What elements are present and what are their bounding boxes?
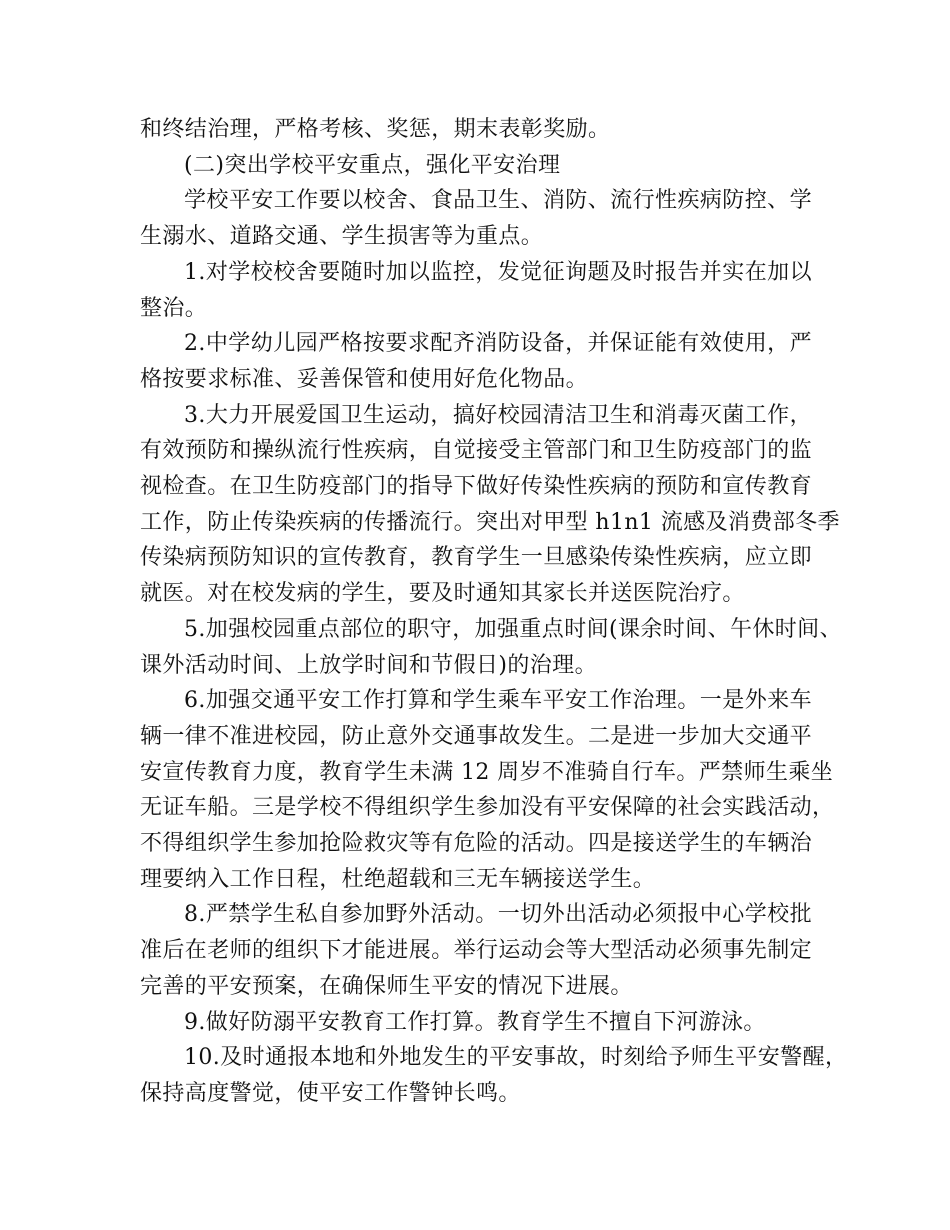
text-line: 完善的平安预案，在确保师生平安的情况下进展。 xyxy=(140,973,633,999)
text-line: 整治。 xyxy=(140,295,208,321)
text-line: 有效预防和操纵流行性疾病，自觉接受主管部门和卫生防疫部门的监 xyxy=(140,438,813,464)
text-line: 准后在老师的组织下才能进展。举行运动会等大型活动必须事先制定 xyxy=(140,938,813,964)
text-line: 传染病预防知识的宣传教育，教育学生一旦感染传染性疾病，应立即 xyxy=(140,545,813,571)
text-line: 工作，防止传染疾病的传播流行。突出对甲型 h1n1 流感及消费部冬季 xyxy=(140,509,840,535)
text-line: 就医。对在校发病的学生，要及时通知其家长并送医院治疗。 xyxy=(140,581,745,607)
text-line: 和终结治理，严格考核、奖惩，期末表彰奖励。 xyxy=(140,117,611,142)
paragraph xyxy=(140,326,812,397)
text-line: 课外活动时间、上放学时间和节假日)的治理。 xyxy=(140,652,597,678)
paragraph xyxy=(140,683,835,897)
paragraph xyxy=(140,112,812,148)
text-line: 格按要求标准、妥善保管和使用好危化物品。 xyxy=(140,366,589,392)
text-line: 10.及时通报本地和外地发生的平安事故，时刻给予师生平安警醒， xyxy=(184,1045,848,1071)
paragraph xyxy=(140,612,842,683)
text-line: 6.加强交通平安工作打算和学生乘车平安工作治理。一是外来车 xyxy=(184,688,812,714)
paragraph xyxy=(140,897,812,1004)
paragraph xyxy=(140,148,812,184)
text-line: 无证车船。三是学校不得组织学生参加没有平安保障的社会实践活动， xyxy=(140,795,835,821)
text-line: 不得组织学生参加抢险救灾等有危险的活动。四是接送学生的车辆治 xyxy=(140,831,813,857)
document-body xyxy=(140,112,848,1112)
text-line: 2.中学幼儿园严格按要求配齐消防设备，并保证能有效使用，严 xyxy=(184,331,812,357)
text-line: 理要纳入工作日程，杜绝超载和三无车辆接送学生。 xyxy=(140,866,656,892)
text-line: (二)突出学校平安重点，强化平安治理 xyxy=(184,152,561,178)
paragraph xyxy=(140,398,840,612)
text-line: 辆一律不准进校园，防止意外交通事故发生。二是进一步加大交通平 xyxy=(140,723,813,749)
text-line: 视检查。在卫生防疫部门的指导下做好传染性疾病的预防和宣传教育 xyxy=(140,474,813,500)
paragraph xyxy=(140,1040,848,1111)
text-line: 安宣传教育力度，教育学生未满 12 周岁不准骑自行车。严禁师生乘坐 xyxy=(140,759,834,785)
paragraph xyxy=(140,1005,812,1041)
text-line: 5.加强校园重点部位的职守，加强重点时间(课余时间、午休时间、 xyxy=(184,616,842,642)
paragraph xyxy=(140,255,812,326)
text-line: 8.严禁学生私自参加野外活动。一切外出活动必须报中心学校批 xyxy=(184,902,812,928)
paragraph xyxy=(140,183,812,254)
text-line: 9.做好防溺平安教育工作打算。教育学生不擅自下河游泳。 xyxy=(184,1009,766,1035)
text-line: 保持高度警觉，使平安工作警钟长鸣。 xyxy=(140,1080,521,1106)
text-line: 生溺水、道路交通、学生损害等为重点。 xyxy=(140,224,544,250)
text-line: 1.对学校校舍要随时加以监控，发觉征询题及时报告并实在加以 xyxy=(184,259,812,285)
text-line: 3.大力开展爱国卫生运动，搞好校园清洁卫生和消毒灭菌工作， xyxy=(184,402,812,428)
text-line: 学校平安工作要以校舍、食品卫生、消防、流行性疾病防控、学 xyxy=(184,188,812,214)
